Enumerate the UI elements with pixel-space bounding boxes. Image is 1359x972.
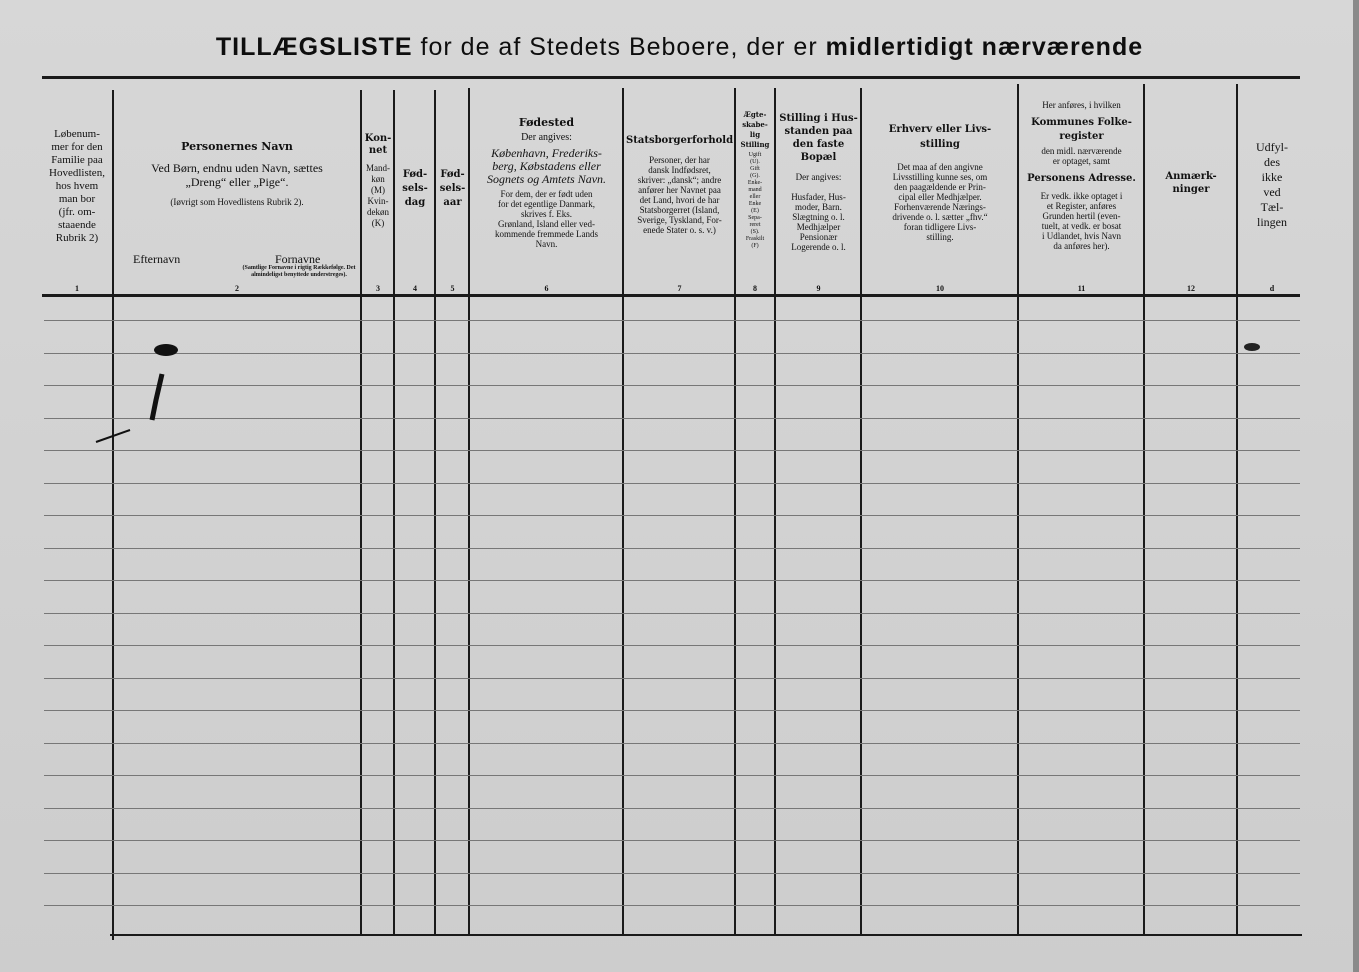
- col-2-heading: Personernes Navn: [181, 140, 293, 153]
- row-line: [44, 418, 1300, 419]
- col-2-text: Ved Børn, endnu uden Navn, sættes „Dreng“ eller „Pige“.: [151, 161, 323, 189]
- col-10-text: Det maa af den angivne Livsstilling kunne ses, om den paagældende er Prin- cipal eller Medhjælper. Forhenværende Nærings- drivende o. l. sætter „fhv.“ foran tidligere Livs- stilling.: [892, 162, 988, 242]
- col-11-header: [1019, 100, 1144, 251]
- col-11-heading: Kommunes Folke- register: [1031, 117, 1132, 142]
- col-num-3: 3: [376, 284, 380, 293]
- title-part-3: midlertidigt nærværende: [825, 33, 1144, 61]
- col-num-8: 8: [753, 284, 757, 293]
- row-line: [44, 710, 1300, 711]
- col-2-sub-left: Efternavn: [133, 252, 181, 266]
- col-6-text2: For dem, der er født uden for det egentlige Danmark, skrives f. Eks. Grønland, Island eller ved- kommende fremmede Lands Navn.: [495, 189, 598, 249]
- title-part-1: TILLÆGSLISTE: [215, 33, 413, 61]
- col-5-header: [436, 168, 469, 210]
- col-6-text: Der angives:: [521, 132, 572, 143]
- col-3-header: [362, 133, 394, 229]
- col-num-4: 4: [413, 284, 417, 293]
- col-11-heading2: Personens Adresse.: [1027, 173, 1136, 184]
- col-2-sub-right-note: (Samtlige Fornavne i rigtig Rækkefølge. Det almindeligst benyttede understreges).: [242, 265, 356, 278]
- col-d-text: Udfyl- des ikke ved Tæl- lingen: [1256, 140, 1288, 229]
- col-d-header: [1238, 140, 1306, 230]
- col-8-text: Ugift (U). Gift (G). Enke- mand eller Enke (E) Sepa- reret (S). Fraskilt (F): [745, 152, 765, 249]
- row-line: [44, 483, 1300, 484]
- col-divider-4: [434, 90, 436, 936]
- row-line: [44, 515, 1300, 516]
- col-7-text: Personer, der har dansk Indfødsret, skriver: „dansk“; andre anfører her Navnet paa det Land, hvori de har Statsborgerret (Island, Sverige, Tyskland, For- enede Stater o. s. v.): [637, 155, 722, 235]
- row-line: [44, 873, 1300, 874]
- col-3-text: Mand- køn (M) Kvin- dekøn (K): [366, 163, 390, 228]
- col-7-header: [624, 134, 735, 235]
- col-12-header: [1145, 170, 1237, 196]
- col-11-text2: Er vedk. ikke optaget i et Register, anføres Grunden hertil (even- tuelt, at vedk. er bosat i Udlandet, hvis Navn da anføres her).: [1040, 191, 1123, 251]
- col-2-sub-right: Fornavne: [275, 252, 321, 266]
- col-9-text: Der angives: Husfader, Hus- moder, Barn. Slægtning o. l. Medhjælper Pensionær Logerende o. l.: [791, 172, 846, 252]
- row-line: [44, 645, 1300, 646]
- col-6-italic: København, Frederiks- berg, Købstadens eller Sognets og Amtets Navn.: [486, 146, 607, 186]
- col-9-header: [776, 112, 861, 252]
- ink-mark-2: [1240, 340, 1270, 354]
- row-line: [44, 678, 1300, 679]
- col-1-header: Løbenum- mer for den Familie paa Hovedlisten, hos hvem man bor (jfr. om- staaende Rubrik 2): [49, 128, 105, 244]
- row-line: [44, 450, 1300, 451]
- col-num-6: 6: [544, 284, 549, 293]
- col-8-header: [735, 110, 775, 250]
- col-6-header: [470, 116, 623, 249]
- top-rule: [42, 76, 1300, 79]
- row-line: [44, 320, 1300, 321]
- row-line: [44, 548, 1300, 549]
- col-11-pre: Her anføres, i hvilken: [1042, 100, 1121, 110]
- row-line: [44, 613, 1300, 614]
- row-line: [44, 840, 1300, 841]
- col-num-9: 9: [816, 284, 821, 293]
- col-5-heading: Fød- sels- aar: [439, 169, 466, 208]
- header-bottom-rule: [42, 294, 1300, 297]
- col-7-heading: Statsborgerforhold: [626, 135, 734, 146]
- row-line: [44, 775, 1300, 776]
- page-edge: [1353, 0, 1359, 972]
- col-num-d: d: [1269, 284, 1275, 293]
- bottom-rule: [110, 934, 1302, 936]
- col-num-10: 10: [936, 284, 944, 293]
- col-3-heading: Kon- net: [364, 133, 392, 156]
- col-10-header: [862, 122, 1018, 242]
- row-line: [44, 808, 1300, 809]
- col-2-header: [114, 140, 360, 207]
- col-9-heading: Stilling i Hus- standen paa den faste Bopæl: [779, 113, 858, 163]
- ink-mark-1: [90, 340, 190, 450]
- row-line: [44, 905, 1300, 906]
- col-num-7: 7: [677, 284, 682, 293]
- col-num-2: 2: [235, 284, 239, 293]
- col-num-5: 5: [450, 284, 455, 293]
- col-12-heading: Anmærk- ninger: [1165, 171, 1217, 195]
- col-10-heading: Erhverv eller Livs- stilling: [888, 124, 992, 150]
- col-4-header: [395, 168, 435, 210]
- col-num-1: 1: [75, 284, 79, 293]
- col-11-text: den midl. nærværende er optaget, samt: [1041, 146, 1122, 166]
- col-num-12: 12: [1187, 284, 1195, 293]
- row-line: [44, 353, 1300, 354]
- title-part-2: for de af Stedets Beboere, der er: [420, 33, 818, 61]
- form-title: [0, 33, 1359, 62]
- row-line: [44, 385, 1300, 386]
- col-6-heading: Fødested: [518, 116, 575, 129]
- col-num-11: 11: [1077, 284, 1086, 293]
- col-2-note: (Iøvrigt som Hovedlistens Rubrik 2).: [170, 197, 304, 207]
- row-line: [44, 743, 1300, 744]
- row-line: [44, 580, 1300, 581]
- col-8-heading: Ægte- skabe- lig Stilling: [740, 110, 770, 149]
- col-4-heading: Fød- sels- dag: [402, 169, 428, 208]
